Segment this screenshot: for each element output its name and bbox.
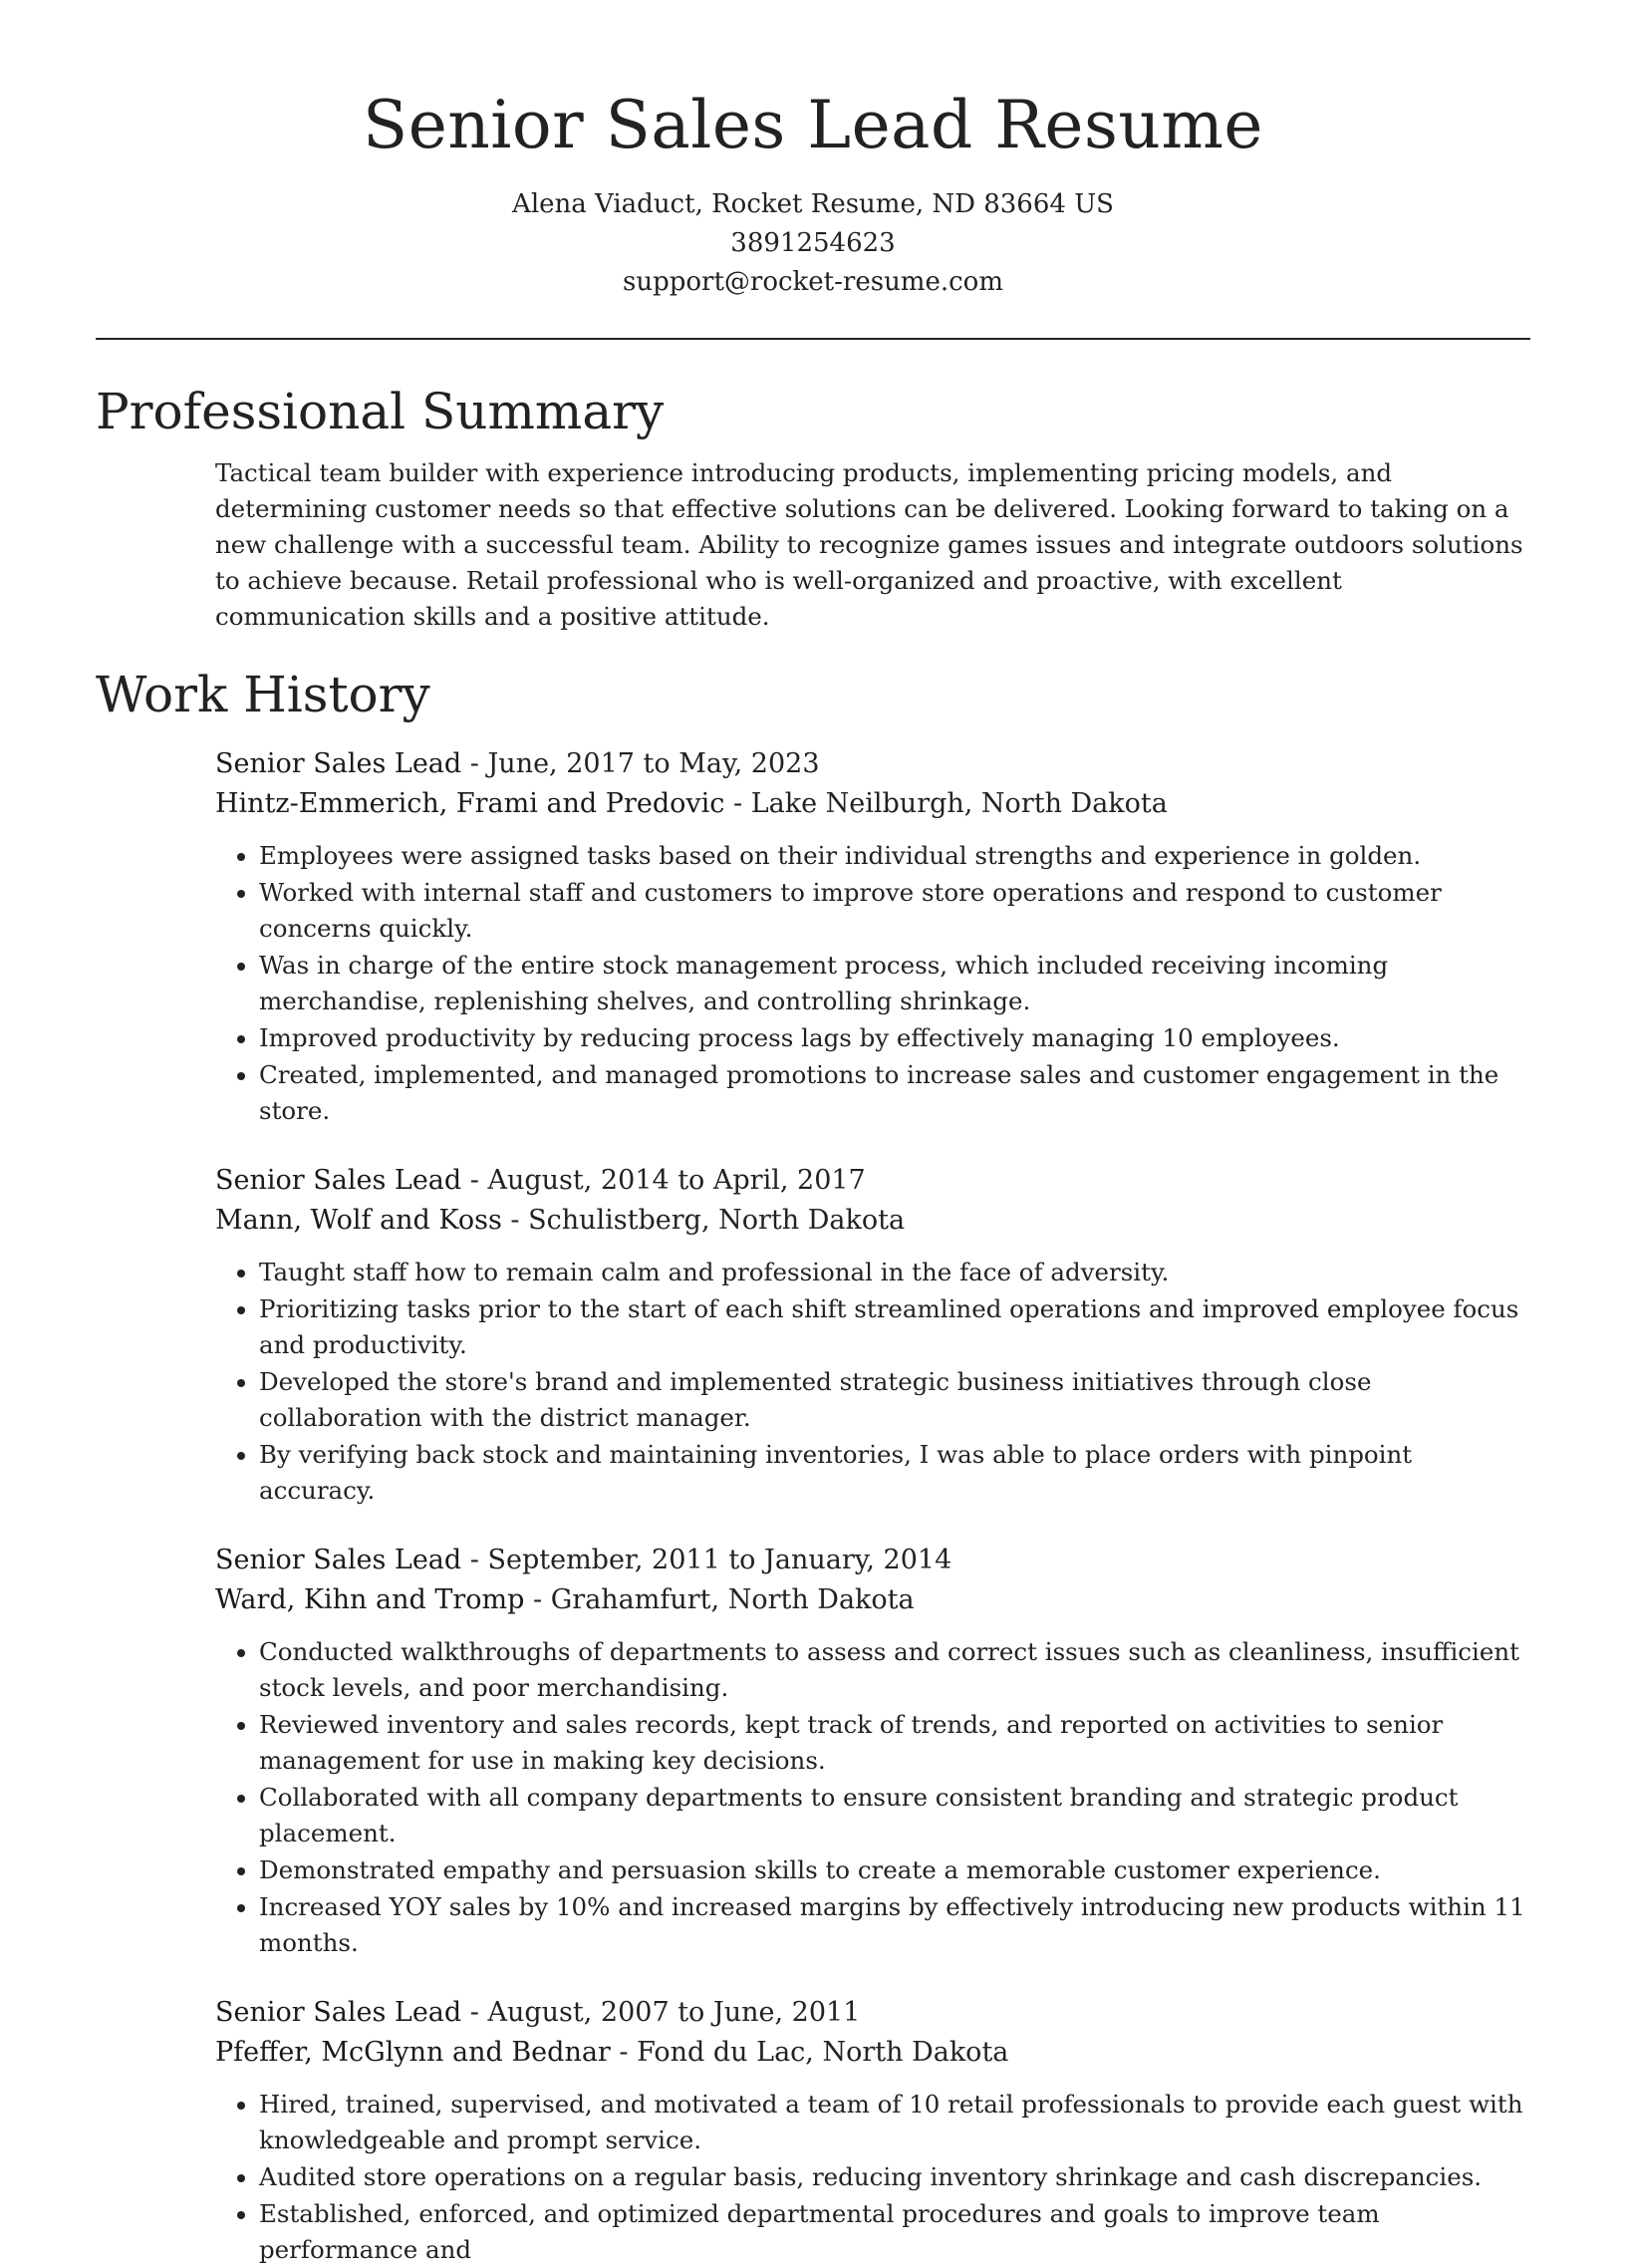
job-role: Senior Sales Lead bbox=[215, 748, 462, 779]
job-bullets bbox=[215, 1634, 1530, 1961]
contact-address: Alena Viaduct, Rocket Resume, ND 83664 US bbox=[512, 189, 1114, 219]
job-bullets bbox=[215, 1255, 1530, 1509]
job-location: - Schulistberg, North Dakota bbox=[501, 1205, 906, 1236]
job-company: Mann, Wolf and Koss bbox=[215, 1205, 502, 1236]
job-bullet: • Taught staff how to remain calm and professional in the face of adversity. bbox=[259, 1255, 1530, 1290]
job-bullet: • Demonstrated empathy and persuasion skills to create a memorable customer experience. bbox=[259, 1852, 1530, 1888]
contact-email: support@rocket-resume.com bbox=[622, 267, 1003, 297]
job-entry bbox=[215, 1161, 1530, 1509]
job-bullet: • Conducted walkthroughs of departments to assess and correct issues such as cleanliness, insufficient stock levels, and poor merchandising. bbox=[259, 1634, 1530, 1706]
job-title-line bbox=[215, 1541, 1530, 1580]
summary-heading: Professional Summary bbox=[96, 383, 665, 440]
job-title-line bbox=[215, 1993, 1530, 2033]
job-company: Ward, Kihn and Tromp bbox=[215, 1584, 525, 1615]
job-bullet: • Was in charge of the entire stock management process, which included receiving incoming merchandise, replenishing shelves, and controlling shrinkage. bbox=[259, 948, 1530, 1019]
work-history-heading: Work History bbox=[96, 666, 430, 723]
job-bullet: • Developed the store's brand and implemented strategic business initiatives through close collaboration with the district manager. bbox=[259, 1364, 1530, 1436]
job-dates: - June, 2017 to May, 2023 bbox=[461, 748, 820, 779]
job-bullet: • Established, enforced, and optimized departmental procedures and goals to improve team performance and bbox=[259, 2196, 1530, 2268]
job-bullet: • Reviewed inventory and sales records, kept track of trends, and reported on activities to senior management for use in making key decisions. bbox=[259, 1707, 1530, 1779]
job-bullet: • Prioritizing tasks prior to the start of each shift streamlined operations and improved employee focus and productivity. bbox=[259, 1291, 1530, 1363]
job-company-line bbox=[215, 1580, 1530, 1620]
job-entry bbox=[215, 1993, 1530, 2268]
job-bullet: • Worked with internal staff and customers to improve store operations and respond to customer concerns quickly. bbox=[259, 875, 1530, 947]
job-bullet: • Collaborated with all company departments to ensure consistent branding and strategic product placement. bbox=[259, 1780, 1530, 1851]
job-role: Senior Sales Lead bbox=[215, 1997, 462, 2028]
job-bullet: • Employees were assigned tasks based on their individual strengths and experience in golden. bbox=[259, 838, 1530, 874]
job-dates: - September, 2011 to January, 2014 bbox=[461, 1545, 952, 1575]
job-entry bbox=[215, 1541, 1530, 1961]
job-company-line bbox=[215, 2033, 1530, 2073]
job-title-line bbox=[215, 1161, 1530, 1201]
job-dates: - August, 2007 to June, 2011 bbox=[461, 1997, 861, 2028]
resume-header bbox=[0, 0, 1626, 302]
job-bullet: • Audited store operations on a regular basis, reducing inventory shrinkage and cash discrepancies. bbox=[259, 2159, 1530, 2195]
job-bullet: • Created, implemented, and managed promotions to increase sales and customer engagement in the store. bbox=[259, 1057, 1530, 1129]
job-bullet: • Hired, trained, supervised, and motivated a team of 10 retail professionals to provide each guest with knowledgeable and prompt service. bbox=[259, 2087, 1530, 2158]
resume-title: Senior Sales Lead Resume bbox=[363, 87, 1263, 163]
job-company: Hintz-Emmerich, Frami and Predovic bbox=[215, 788, 725, 819]
job-bullets bbox=[215, 2087, 1530, 2268]
job-role: Senior Sales Lead bbox=[215, 1545, 462, 1575]
job-company-line bbox=[215, 784, 1530, 824]
job-location: - Fond du Lac, North Dakota bbox=[610, 2037, 1009, 2068]
job-company-line bbox=[215, 1201, 1530, 1241]
job-bullet: • By verifying back stock and maintaining inventories, I was able to place orders with pinpoint accuracy. bbox=[259, 1437, 1530, 1509]
job-dates: - August, 2014 to April, 2017 bbox=[461, 1165, 866, 1196]
job-title-line bbox=[215, 744, 1530, 784]
contact-phone: 3891254623 bbox=[730, 228, 896, 258]
summary-text: Tactical team builder with experience introducing products, implementing pricing models, and determining customer needs so that effective solutions can be delivered. Looking forward to taking on a new challenge with a successful team. Ability to recognize games issues and integrate outdoors solutions to achieve because. Retail professional who is well-organized and proactive, with excellent communication skills and a positive attitude. bbox=[215, 458, 1523, 631]
job-bullet: • Improved productivity by reducing process lags by effectively managing 10 employees. bbox=[259, 1020, 1530, 1056]
job-location: - Grahamfurt, North Dakota bbox=[524, 1584, 915, 1615]
job-entry bbox=[215, 744, 1530, 1129]
job-bullet: • Increased YOY sales by 10% and increased margins by effectively introducing new products within 11 months. bbox=[259, 1889, 1530, 1961]
contact-block bbox=[0, 185, 1626, 302]
header-divider bbox=[96, 338, 1530, 340]
job-bullets bbox=[215, 838, 1530, 1129]
job-location: - Lake Neilburgh, North Dakota bbox=[724, 788, 1168, 819]
job-role: Senior Sales Lead bbox=[215, 1165, 462, 1196]
job-company: Pfeffer, McGlynn and Bednar bbox=[215, 2037, 611, 2068]
